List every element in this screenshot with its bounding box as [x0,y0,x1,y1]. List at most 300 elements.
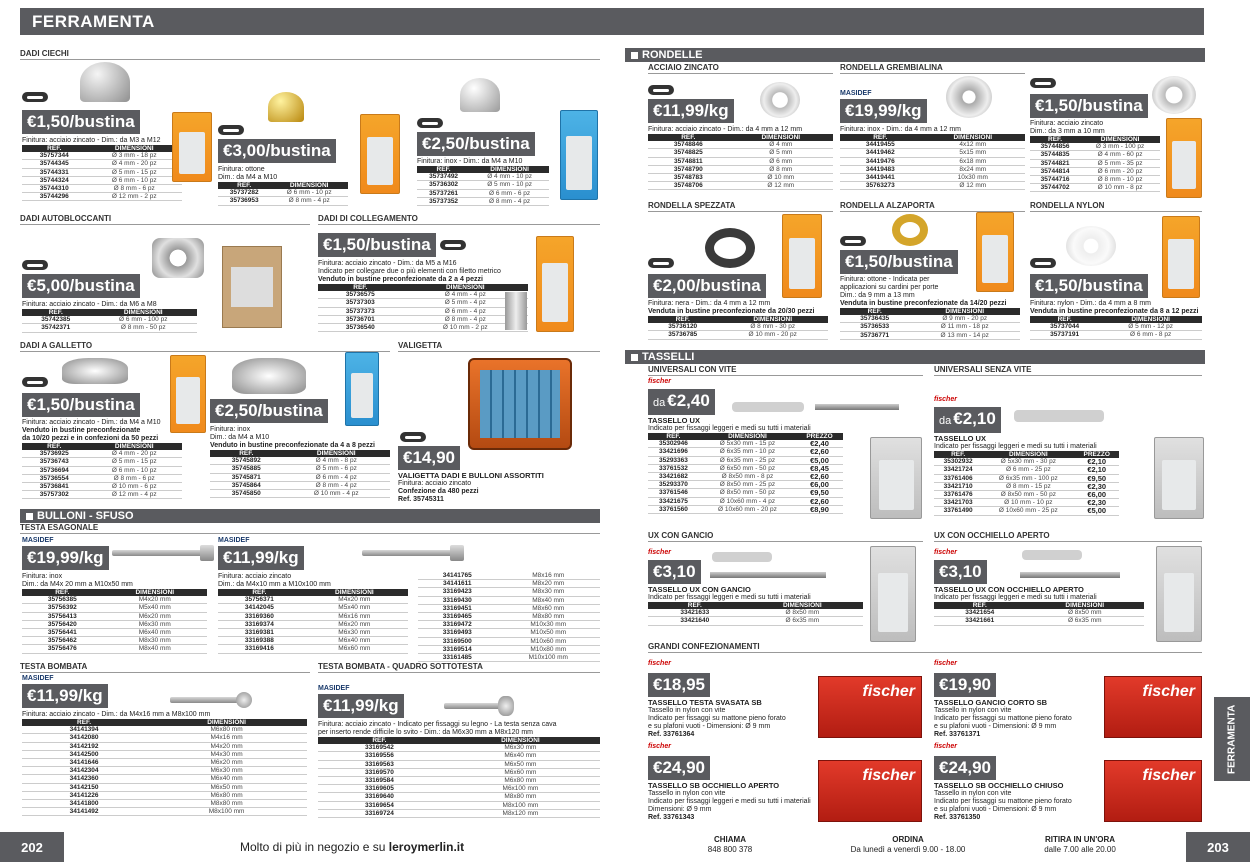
dimension-cell: M4x20 mm [146,742,307,750]
blister-pack-image [560,110,598,200]
masidef-logo: MASIDEF [22,537,54,544]
table-row [418,621,600,629]
price-tag: €11,99/kg [318,694,404,718]
table-row [840,331,1020,339]
table-row [22,152,182,160]
product-description: Indicato per fissaggi leggeri e medi su tutti i materiali [934,443,1097,450]
dimension-cell: Ø 4 mm - 60 pz [1080,151,1160,159]
ref-cell: 33421675 [648,497,699,505]
dimension-cell: Ø 8 mm - 6 pz [86,474,182,482]
anchor-image [1014,410,1104,422]
product-description: Finitura: acciaio zincato - Dim.: da M6 a M8 [22,301,157,308]
dimension-cell: Ø 4 mm [729,141,833,149]
ref-cell: 35736953 [218,197,270,205]
table-row [648,149,833,157]
grandi-product-4 [934,743,1104,822]
valigetta-product [398,446,598,504]
ref-cell: 33169374 [218,620,301,628]
ref-cell: 34142150 [22,783,146,791]
ref-cell: 33169570 [318,768,441,776]
ref-cell: 33169584 [318,777,441,785]
coupling-nut-image [505,292,527,330]
dimension-cell: Ø 5 mm - 35 pz [1080,159,1160,167]
dimension-cell: M6x30 mm [301,629,408,637]
dadi-galletto-heading: DADI A GALLETTO [20,341,390,352]
wing-nut-image [62,358,128,384]
phone-number[interactable]: 848 800 378 [707,845,753,854]
table-row [418,654,600,662]
table-row [22,193,182,201]
dimension-cell: Ø 5 mm - 10 pz [470,181,549,189]
dimension-cell: Ø 8 mm - 30 pz [717,323,828,331]
column-header: DIMENSIONI [146,719,307,726]
column-header: REF. [22,443,86,450]
dimension-cell: Ø 5 mm [729,149,833,157]
bolt-head-image [200,545,214,561]
inox-wing-nut-image [232,358,306,394]
inox-cap-nut-image [460,78,500,112]
product-description: Finitura: ottone - Indicata per [840,276,930,283]
product-table [418,572,600,662]
dimension-cell: M6x80 mm [441,777,600,785]
product-description: Finitura: acciaio zincato - Dim.: da M5 a M16 [318,260,457,267]
product-name: TASSELLO SB OCCHIELLO CHIUSO [934,781,1064,790]
ref-cell: 35736120 [648,323,717,331]
table-row [22,783,307,791]
price-tag: €11,99/kg [218,546,304,570]
ref-cell: 34419476 [840,157,921,165]
table-row [22,800,307,808]
product-ref: Ref. 35745311 [398,496,444,503]
table-row [1030,331,1202,339]
fischer-logo: fischer [648,743,671,750]
table-row [648,141,833,149]
price-cell: €2,60 [796,497,843,505]
table-row [22,324,197,332]
ref-cell: 33169465 [418,613,497,621]
table-row [22,759,307,767]
price-tag: €2,10 [953,409,996,428]
column-header: DIMENSIONI [86,443,182,450]
ref-cell: 35748783 [648,174,729,182]
acciaio-zincato-heading: ACCIAIO ZINCATO [648,63,833,74]
dimension-cell: Ø 5 mm - 15 pz [86,458,182,466]
table-row [648,157,833,165]
ref-cell: 34142045 [218,604,301,612]
grandi-product-1 [648,660,818,739]
ref-cell: 33169430 [418,596,497,604]
table-row [418,629,600,637]
price-tag: €1,50/bustina [22,393,140,417]
footer-tagline: Molto di più in negozio e su leroymerlin.it [240,840,465,854]
table-row [218,596,408,604]
ref-cell: 33761406 [934,474,982,482]
table-row [417,181,549,189]
table-row [218,604,408,612]
column-header: DIMENSIONI [909,308,1020,315]
dimension-cell: M6x50 mm [441,760,600,768]
dimension-cell: M10x80 mm [497,645,600,653]
dimension-cell: Ø 6x35 mm - 25 pz [699,456,796,464]
ref-cell: 33169500 [418,637,497,645]
dimension-cell: Ø 10 mm - 10 pz [982,499,1074,507]
dimension-cell: Ø 8 mm - 4 pz [470,197,549,205]
dimension-cell: Ø 10 mm - 2 pz [403,324,528,332]
table-row [22,726,307,734]
ref-cell: 35736743 [22,458,86,466]
column-header: REF. [22,145,86,152]
dimension-cell: Ø 5 mm - 4 pz [403,299,528,307]
ref-cell: 33761546 [648,489,699,497]
table-row [1030,176,1160,184]
ref-cell: 35736925 [22,450,86,458]
ref-cell: 33169514 [418,645,497,653]
carriage-bolt-image [170,697,238,703]
ref-cell: 33421654 [934,609,1025,617]
dimension-cell: M6x16 mm [301,612,408,620]
product-description-2: per inserto rende difficile lo svito - Dim.: da M6x30 mm a M8x120 mm [318,729,534,736]
table-row [218,637,408,645]
dimension-cell: Ø 3 mm - 18 pz [86,152,182,160]
ref-cell: 33169724 [318,809,441,817]
dimension-cell: Ø 8x50 mm [742,609,863,617]
column-header: DIMENSIONI [301,589,408,596]
table-row [218,629,408,637]
rondella-spezzata-product [648,258,828,340]
ref-cell: 35736841 [22,483,86,491]
anchor-image [732,402,804,412]
price-cell: €2,60 [796,473,843,481]
hook-image [710,572,826,578]
table-row [840,174,1025,182]
dimension-cell: Ø 6 mm - 10 pz [270,189,348,197]
page-number-left: 202 [0,832,64,862]
ref-cell: 34142360 [22,775,146,783]
ref-cell: 34419483 [840,165,921,173]
table-row [1030,323,1202,331]
price-tag: €1,50/bustina [840,250,958,274]
table-row [418,613,600,621]
ref-cell: 35756441 [22,629,103,637]
alzaporta-heading: RONDELLA ALZAPORTA [840,201,1025,212]
product-name: TASSELLO GANCIO CORTO SB [934,698,1048,707]
masidef-logo: MASIDEF [318,685,350,692]
ref-cell: 34419455 [840,141,921,149]
box-pack-image [222,246,282,328]
table-row [318,752,600,760]
table-row [318,744,600,752]
dimension-cell: Ø 6 mm - 8 pz [1099,331,1202,339]
dimension-cell: Ø 8 mm - 6 pz [86,185,182,193]
table-row [22,176,182,184]
ref-cell: 35756462 [22,637,103,645]
anchor-image [712,552,772,562]
ref-cell: 33421633 [648,609,742,617]
testa-esagonale-heading: TESTA ESAGONALE [20,523,600,534]
masidef-logo: MASIDEF [22,675,54,682]
ref-cell: 35736554 [22,474,86,482]
dimension-cell: M8x30 mm [103,637,207,645]
product-description: Finitura: inox [210,426,251,433]
dimension-cell: M10x50 mm [497,629,600,637]
product-table [648,134,833,190]
product-description: Finitura: acciaio zincato - Dim.: da M4x16 mm a M8x100 mm [22,711,211,718]
price-cell: €2,10 [1074,466,1119,474]
dimension-cell: Ø 8x50 mm - 50 pz [982,491,1074,499]
dimension-cell: M6x80 mm [146,791,307,799]
fischer-box-image: fischer [818,676,922,738]
column-header: DIMENSIONI [470,166,549,173]
product-name: TASSELLO UX CON GANCIO [648,585,751,594]
product-table [22,309,197,333]
ref-cell: 34142304 [22,767,146,775]
column-header: REF. [648,602,742,609]
footer-ritira: RITIRA IN UN'ORA dalle 7.00 alle 20.00 [1044,835,1116,854]
ref-cell: 35744345 [22,160,86,168]
dimension-cell: M6x30 mm [146,767,307,775]
column-header: REF. [22,719,146,726]
product-dimensions: e su plafoni vuoti - Dimensioni: Ø 9 mm [934,806,1057,813]
ref-cell: 33169493 [418,629,497,637]
column-header: REF. [218,589,301,596]
dimension-cell: M4x20 mm [301,596,408,604]
product-ref: Ref. 33761350 [934,814,981,821]
dimension-cell: 4x12 mm [921,141,1025,149]
table-row [22,160,182,168]
dimension-cell: Ø 5 mm - 6 pz [283,465,390,473]
ref-cell: 33761476 [934,491,982,499]
product-usage: Indicato per fissaggi su mattone pieno forato [648,715,786,722]
ref-cell: 35744856 [1030,143,1080,151]
price-cell: €2,30 [1074,499,1119,507]
ref-cell: 35744296 [22,193,86,201]
dadi-collegamento-product [318,233,528,332]
standers-logo [22,92,48,102]
price-tag: €3,10 [934,560,987,584]
table-row [22,637,207,645]
ref-cell: 35756476 [22,645,103,653]
product-dimensions: e su plafoni vuoti - Dimensioni: Ø 9 mm [648,723,771,730]
price-tag: €5,00/bustina [22,274,140,298]
section-title: FERRAMENTA [32,12,155,31]
column-header: REF. [840,308,909,315]
ref-cell: 35756392 [22,604,103,612]
standers-logo [400,432,426,442]
ref-cell: 35736785 [648,331,717,339]
table-row [840,165,1025,173]
fischer-logo: fischer [648,660,671,667]
universali-con-vite-heading: UNIVERSALI CON VITE [648,365,923,376]
ref-cell: 35736771 [840,331,909,339]
dimension-cell: M5x40 mm [301,604,408,612]
ref-cell: 35302946 [648,440,699,448]
anchor-image [1022,550,1082,560]
table-row [934,507,1119,515]
washer-image [760,82,800,118]
dimension-cell: Ø 3 mm - 100 pz [1080,143,1160,151]
bolt-head-image [450,545,464,561]
product-description: Finitura: acciaio zincato - Dim.: da M3 a M12 [22,137,161,144]
table-row [1030,143,1160,151]
product-dimensions: Dim.: da M4 a M10 [218,174,278,181]
site-link[interactable]: leroymerlin.it [388,840,465,854]
product-table [318,284,528,332]
dimension-cell: Ø 4 mm - 8 pz [283,457,390,465]
product-dimensions: Dim.: da 9 mm a 13 mm [840,292,915,299]
ref-cell: 35293370 [648,481,699,489]
dimension-cell: M8x100 mm [146,808,307,816]
ref-cell: 34141394 [22,726,146,734]
ref-cell: 35756413 [22,612,103,620]
blister-pack-image [360,114,400,194]
dimension-cell: Ø 8 mm - 4 pz [270,197,348,205]
dimension-cell: M8x40 mm [103,645,207,653]
dimension-cell: 5x15 mm [921,149,1025,157]
product-table [934,602,1144,626]
product-description: Finitura: inox [22,573,63,580]
dimension-cell: Ø 6x35 mm [742,617,863,625]
price-tag: €2,50/bustina [417,132,535,156]
section-title-bar [20,8,1204,35]
column-header: DIMENSIONI [699,433,796,440]
product-table [22,443,182,499]
dimension-cell: Ø 10 mm [729,174,833,182]
rondella-alzaporta-product [840,236,1020,340]
testa-bombata-quadro-heading: TESTA BOMBATA - QUADRO SOTTOTESTA [318,662,600,673]
product-table [22,719,307,816]
carriage-bolt-image [444,703,500,709]
dimension-cell: M6x20 mm [146,759,307,767]
table-row [418,596,600,604]
table-row [1030,159,1160,167]
ref-cell: 35736302 [417,181,470,189]
dimension-cell: M6x40 mm [103,629,207,637]
fischer-box-image: fischer [1104,760,1202,822]
dimension-cell: M6x60 mm [301,645,408,653]
table-row [210,481,390,489]
dimension-cell: 8x24 mm [921,165,1025,173]
table-row [648,323,828,331]
ref-cell: 35737261 [417,189,470,197]
dimension-cell: M8x120 mm [441,809,600,817]
fischer-logo: fischer [648,549,671,556]
ref-cell: 35744716 [1030,176,1080,184]
rondella-nylon-product [1030,258,1202,340]
bolt-image [362,550,452,556]
ref-cell: 35748825 [648,149,729,157]
dimension-cell: M8x100 mm [441,801,600,809]
valigetta-heading: VALIGETTA [398,341,600,352]
ref-cell: 35737191 [1030,331,1099,339]
product-table [22,589,207,654]
table-row [218,612,408,620]
table-row [318,801,600,809]
product-table [1030,136,1160,192]
ref-cell: 33169360 [218,612,301,620]
ref-cell: 33169388 [218,637,301,645]
dimension-cell: M6x40 mm [441,752,600,760]
grembialina-heading: RONDELLA GREMBIALINA [840,63,1025,74]
column-header: REF. [22,589,103,596]
product-usage: Indicato per collegare due o più elementi con filetto metrico [318,268,501,275]
price-prefix: da [939,415,952,427]
ref-cell: 35737373 [318,307,403,315]
dimension-cell: M6x40 mm [301,637,408,645]
bulloni-heading: BULLONI - SFUSO [20,509,600,523]
table-row [218,620,408,628]
fischer-logo: fischer [934,396,957,403]
product-description: Finitura: nylon - Dim.: da 4 mm a 8 mm [1030,300,1151,307]
fischer-pack-image [870,437,922,519]
dimension-cell: Ø 4 mm - 4 pz [403,291,528,299]
table-row [22,466,182,474]
dimension-cell: Ø 12 mm [921,182,1025,190]
price-tag: €19,99/kg [22,546,109,570]
table-row [840,157,1025,165]
ref-cell: 35745850 [210,490,283,498]
table-row [840,141,1025,149]
dimension-cell: Ø 10x60 mm - 4 pz [699,497,796,505]
ref-cell: 34141611 [418,580,497,588]
dimension-cell: Ø 8 mm - 15 pz [982,482,1074,490]
column-header: REF. [318,737,441,744]
dimension-cell: M6x40 mm [146,775,307,783]
dadi-galletto-product-1 [22,377,182,499]
product-description: Finitura: acciaio zincato - Dim.: da 4 mm a 12 mm [648,126,803,133]
dimension-cell: M6x60 mm [441,768,600,776]
price-cell: €8,90 [796,505,843,513]
dimension-cell: Ø 8x50 mm - 8 pz [699,473,796,481]
column-header: DIMENSIONI [729,134,833,141]
dadi-ciechi-product-3 [417,118,549,206]
table-row [22,185,182,193]
column-header: REF. [318,284,403,291]
ref-cell: 33421710 [934,482,982,490]
standers-logo [648,258,674,268]
ref-cell: 34142192 [22,742,146,750]
price-tag: €3,00/bustina [218,139,336,163]
dimension-cell: M6x20 mm [103,612,207,620]
blister-pack-image [172,112,212,182]
product-description: Finitura: nera - Dim.: da 4 mm a 12 mm [648,300,771,307]
column-header: REF. [22,309,90,316]
ref-cell: 35736694 [22,466,86,474]
standers-logo [22,260,48,270]
price-cell: €2,40 [796,440,843,448]
price-tag: €1,50/bustina [22,110,140,134]
fischer-logo: fischer [648,378,671,385]
column-header: REF. [1030,136,1080,143]
product-pack-info: Confezione da 480 pezzi [398,488,479,495]
ref-cell: 33169640 [318,793,441,801]
eye-hook-image [1020,572,1120,578]
product-dimensions: Dim.: da 3 mm a 10 mm [1030,128,1105,135]
product-description: Tassello in nylon con vite [648,790,726,797]
ref-cell: 35737492 [417,173,470,181]
product-dimensions: Dim.: da M4x10 mm a M10x100 mm [218,581,331,588]
ref-cell: 35736575 [318,291,403,299]
dimension-cell: Ø 4 mm - 10 pz [470,173,549,181]
product-pack-info: Venduto in bustine preconfezionate da 2 a 4 pezzi [318,276,483,283]
blister-pack-image [536,236,574,332]
footer-ordina: ORDINA Da lunedì a venerdì 9.00 - 18.00 [850,835,966,854]
column-header: DIMENSIONI [86,145,182,152]
product-description: Finitura: inox - Dim.: da M4 a M10 [417,158,523,165]
dimension-cell: Ø 8 mm - 10 pz [1080,176,1160,184]
dimension-cell: M8x80 mm [441,793,600,801]
ref-cell: 35744821 [1030,159,1080,167]
standers-logo [648,85,674,95]
